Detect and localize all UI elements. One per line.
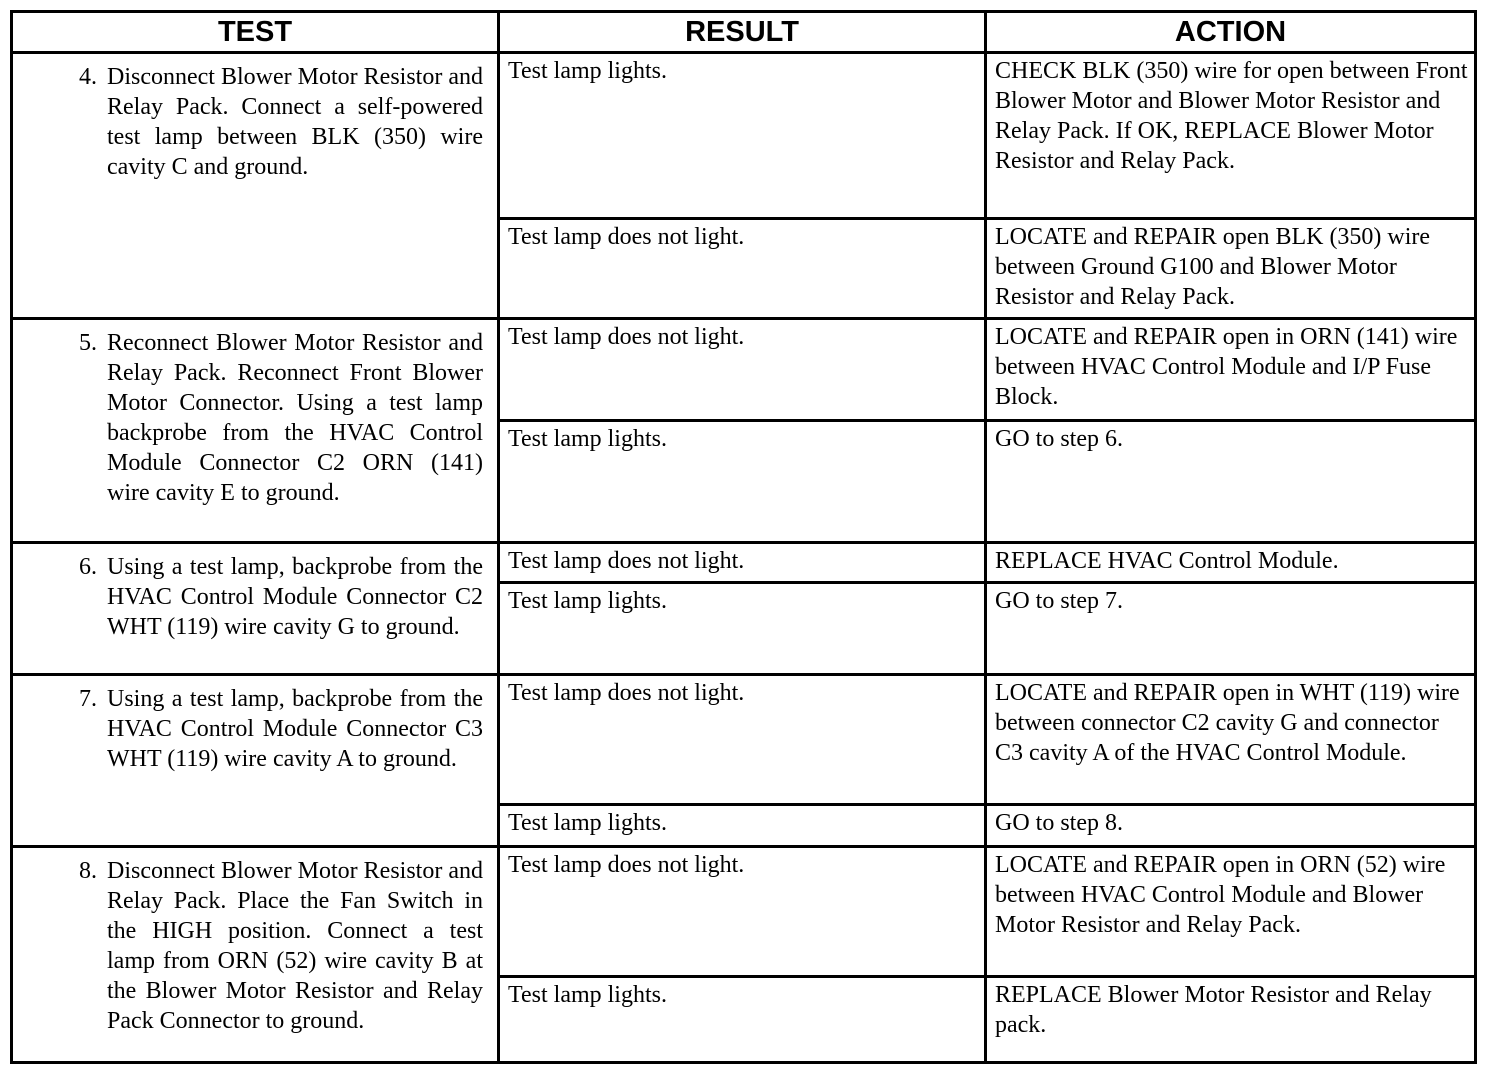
- action-cell: LOCATE and REPAIR open in ORN (141) wire between HVAC Control Module and I/P Fuse Block.: [986, 319, 1476, 421]
- step-number: 4.: [79, 64, 97, 90]
- test-text: Disconnect Blower Motor Resistor and Relay Pack. Place the Fan Switch in the HIGH position. Connect a test lamp from ORN (52) wire cavity B at the Blower Motor Resistor and Relay Pack Connector to ground.: [107, 858, 483, 1034]
- table-row: [12, 53, 1476, 219]
- diagnostic-table: [10, 10, 1477, 1064]
- header-test: TEST: [12, 12, 499, 53]
- action-cell: LOCATE and REPAIR open in ORN (52) wire between HVAC Control Module and Blower Motor Resistor and Relay Pack.: [986, 847, 1476, 977]
- test-cell: [12, 847, 499, 1063]
- result-cell: Test lamp does not light.: [499, 319, 986, 421]
- result-cell: Test lamp does not light.: [499, 543, 986, 583]
- result-cell: Test lamp does not light.: [499, 219, 986, 319]
- result-cell: Test lamp does not light.: [499, 675, 986, 805]
- step-number: 8.: [79, 858, 97, 884]
- test-cell: [12, 675, 499, 847]
- test-text: Disconnect Blower Motor Resistor and Relay Pack. Connect a self-powered test lamp between BLK (350) wire cavity C and ground.: [107, 64, 483, 180]
- step-number: 7.: [79, 686, 97, 712]
- step-number: 5.: [79, 330, 97, 356]
- action-cell: LOCATE and REPAIR open in WHT (119) wire between connector C2 cavity G and connector C3 cavity A of the HVAC Control Module.: [986, 675, 1476, 805]
- result-cell: Test lamp lights.: [499, 53, 986, 219]
- action-cell: REPLACE HVAC Control Module.: [986, 543, 1476, 583]
- action-cell: REPLACE Blower Motor Resistor and Relay pack.: [986, 977, 1476, 1063]
- test-cell: [12, 53, 499, 319]
- test-cell: [12, 543, 499, 675]
- table-row: [12, 543, 1476, 583]
- test-text: Using a test lamp, backprobe from the HVAC Control Module Connector C3 WHT (119) wire cavity A to ground.: [107, 686, 483, 772]
- result-cell: Test lamp lights.: [499, 805, 986, 847]
- action-cell: GO to step 6.: [986, 421, 1476, 543]
- result-cell: Test lamp lights.: [499, 421, 986, 543]
- table-row: [12, 319, 1476, 421]
- test-text: Reconnect Blower Motor Resistor and Relay Pack. Reconnect Front Blower Motor Connector. Using a test lamp backprobe from the HVAC Control Module Connector C2 ORN (141) wire cavity E to ground.: [107, 330, 483, 506]
- result-cell: Test lamp does not light.: [499, 847, 986, 977]
- action-cell: LOCATE and REPAIR open BLK (350) wire between Ground G100 and Blower Motor Resistor and Relay Pack.: [986, 219, 1476, 319]
- result-cell: Test lamp lights.: [499, 583, 986, 675]
- step-number: 6.: [79, 554, 97, 580]
- header-result: RESULT: [499, 12, 986, 53]
- action-cell: GO to step 8.: [986, 805, 1476, 847]
- table-row: [12, 847, 1476, 977]
- header-action: ACTION: [986, 12, 1476, 53]
- header-row: [12, 12, 1476, 53]
- action-cell: GO to step 7.: [986, 583, 1476, 675]
- result-cell: Test lamp lights.: [499, 977, 986, 1063]
- test-text: Using a test lamp, backprobe from the HVAC Control Module Connector C2 WHT (119) wire cavity G to ground.: [107, 554, 483, 640]
- table-row: [12, 675, 1476, 805]
- action-cell: CHECK BLK (350) wire for open between Front Blower Motor and Blower Motor Resistor and Relay Pack. If OK, REPLACE Blower Motor Resistor and Relay Pack.: [986, 53, 1476, 219]
- test-cell: [12, 319, 499, 543]
